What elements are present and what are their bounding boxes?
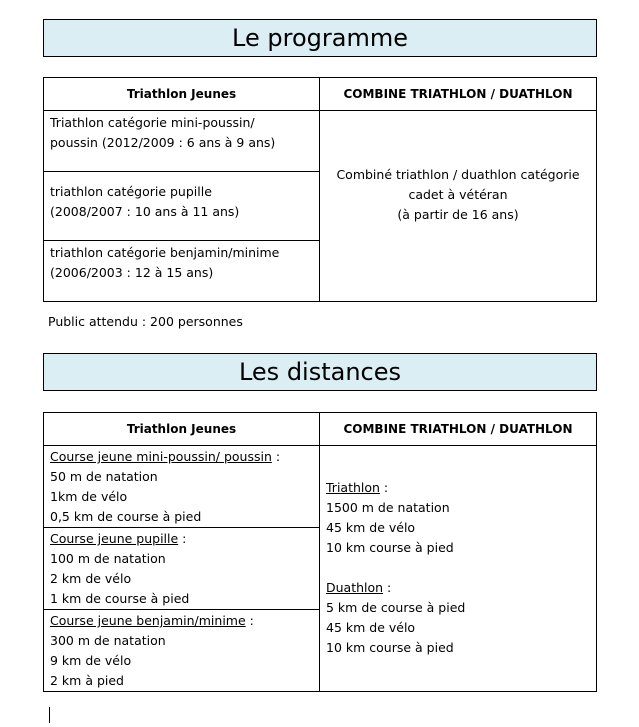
- duathlon-item: 10 km course à pied: [326, 640, 454, 655]
- triathlon-suffix: :: [379, 480, 389, 495]
- group-heading-line: [50, 529, 313, 549]
- triathlon-item: 1500 m de natation: [326, 500, 450, 515]
- row-line: triathlon catégorie benjamin/minime: [50, 245, 280, 260]
- combine-line: Combiné triathlon / duathlon catégorie: [336, 167, 580, 182]
- duathlon-item: 45 km de vélo: [326, 620, 416, 635]
- row-line: triathlon catégorie pupille: [50, 184, 212, 199]
- combine-line: (à partir de 16 ans): [397, 207, 519, 222]
- group-item: 0,5 km de course à pied: [50, 509, 202, 524]
- distances-title: Les distances: [43, 353, 597, 391]
- group-heading-line: [50, 611, 313, 631]
- row-line: Triathlon catégorie mini-poussin/: [50, 115, 255, 130]
- triathlon-item: 10 km course à pied: [326, 540, 454, 555]
- programme-row-benjamin: [44, 241, 320, 302]
- row-line: poussin (2012/2009 : 6 ans à 9 ans): [50, 135, 276, 150]
- group-item: 2 km à pied: [50, 673, 124, 688]
- group-suffix: :: [245, 613, 254, 628]
- triathlon-heading-line: [326, 478, 590, 498]
- group-item: 300 m de natation: [50, 633, 166, 648]
- duathlon-suffix: :: [383, 580, 392, 595]
- group-heading-line: [50, 447, 313, 467]
- distances-header-jeunes: Triathlon Jeunes: [44, 413, 320, 446]
- group-heading: Course jeune mini-poussin/ poussin: [50, 449, 272, 464]
- group-suffix: :: [178, 531, 187, 546]
- duathlon-item: 5 km de course à pied: [326, 600, 466, 615]
- group-item: 9 km de vélo: [50, 653, 132, 668]
- distances-combine-cell: [320, 446, 597, 692]
- programme-table: [43, 77, 597, 302]
- distances-table: [43, 412, 597, 692]
- programme-header-combine: COMBINE TRIATHLON / DUATHLON: [320, 78, 597, 111]
- duathlon-heading-line: [326, 578, 590, 598]
- distances-group-mini-poussin: [44, 446, 320, 528]
- combine-line: cadet à vétéran: [408, 187, 508, 202]
- group-item: 1km de vélo: [50, 489, 128, 504]
- programme-row-mini-poussin: [44, 111, 320, 172]
- distances-header-combine: COMBINE TRIATHLON / DUATHLON: [320, 413, 597, 446]
- programme-combine-cell: [320, 111, 597, 302]
- group-item: 50 m de natation: [50, 469, 158, 484]
- triathlon-item: 45 km de vélo: [326, 520, 416, 535]
- group-heading: Course jeune benjamin/minime: [50, 613, 246, 628]
- distances-group-pupille: [44, 528, 320, 610]
- group-suffix: :: [271, 449, 281, 464]
- programme-title: Le programme: [43, 19, 597, 57]
- programme-row-pupille: [44, 172, 320, 241]
- programme-header-jeunes: Triathlon Jeunes: [44, 78, 320, 111]
- spacer: [326, 558, 590, 578]
- public-attendu-text: Public attendu : 200 personnes: [48, 314, 243, 329]
- triathlon-heading: Triathlon: [326, 480, 380, 495]
- group-heading: Course jeune pupille: [50, 531, 179, 546]
- text-cursor: [49, 707, 50, 723]
- duathlon-heading: Duathlon: [326, 580, 384, 595]
- group-item: 100 m de natation: [50, 551, 166, 566]
- row-line: (2008/2007 : 10 ans à 11 ans): [50, 204, 240, 219]
- row-line: (2006/2003 : 12 à 15 ans): [50, 265, 214, 280]
- group-item: 2 km de vélo: [50, 571, 132, 586]
- group-item: 1 km de course à pied: [50, 591, 190, 606]
- distances-group-benjamin: [44, 610, 320, 692]
